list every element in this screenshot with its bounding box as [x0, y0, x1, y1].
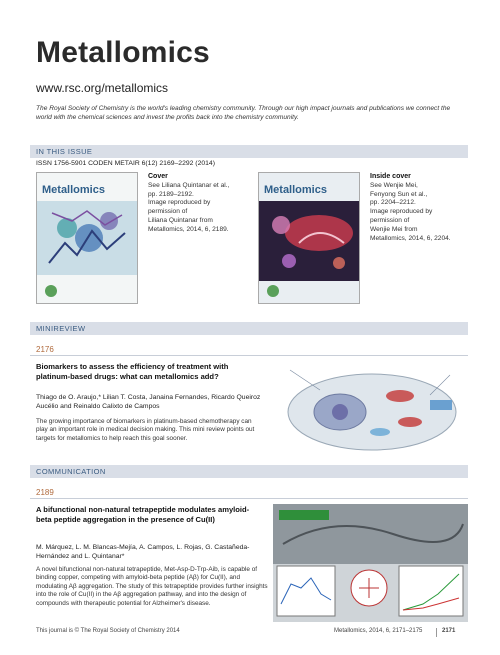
- article-authors: Thiago de O. Araujo,* Lilian T. Costa, Janaina Fernandes, Ricardo Queiroz Aucélio and Reinaldo Calixto de Campos: [36, 394, 261, 410]
- graphical-abstract-cell: [280, 360, 465, 460]
- footer-separator: [436, 628, 437, 637]
- section-band-communication: [30, 465, 468, 478]
- inside-cover-caption-line: See Wenjie Mei,: [370, 181, 418, 189]
- article-abstract: A novel bifunctional non-natural tetrapeptide, Met-Asp-D-Trp-Aib, is capable of binding copper, competing with amyloid-beta peptide (Aβ) for Cu(II), and modulating Aβ aggregation. The study of this tetrapeptide provides further insights into the role of Cu(II) in the Aβ aggregation pathway, and into the design of compounds with therapeutic potential for Alzheimer's disease.: [36, 566, 268, 607]
- article-title[interactable]: A bifunctional non-natural tetrapeptide modulates amyloid-beta peptide aggregation in the presence of Cu(II): [36, 505, 250, 524]
- inside-cover-caption-line: Fenyong Sun et al.,: [370, 190, 428, 198]
- cover-caption-line: See Liliana Quintanar et al.,: [148, 181, 230, 189]
- section-band-issue: [30, 145, 468, 158]
- inside-cover-caption-title: Inside cover: [370, 173, 411, 180]
- inside-cover-caption-line: Metallomics, 2014, 6, 2204.: [370, 234, 451, 242]
- cover-image: [37, 173, 137, 303]
- article-authors: M. Márquez, L. M. Blancas-Mejía, A. Campos, L. Rojas, G. Castañeda-Hernández and L. Quintanar*: [36, 544, 250, 560]
- inside-cover-caption: [370, 173, 470, 243]
- footer-page-number: 2171: [442, 628, 456, 634]
- inside-cover-caption-line: pp. 2204–2212.: [370, 199, 416, 207]
- cover-caption-line: Liliana Quintanar from: [148, 216, 213, 224]
- footer-copyright: This journal is © The Royal Society of Chemistry 2014: [36, 628, 180, 634]
- journal-intro: The Royal Society of Chemistry is the world's leading chemistry community. Through our high impact journals and publications we connect the world with the chemical sciences and invest the profits back into the chemistry community.: [36, 105, 451, 121]
- graphical-abstract-communication: [273, 504, 468, 622]
- cover-caption-line: Image reproduced by: [148, 199, 211, 207]
- article-abstract: The growing importance of biomarkers in platinum-based chemotherapy can play an important role in medical decision making. This mini review points out targets for metallomics to help reach this goal sooner.: [36, 418, 255, 442]
- divider: [30, 498, 468, 499]
- cover-caption: [148, 173, 253, 235]
- cover-caption-title: Cover: [148, 173, 168, 180]
- section-label: COMMUNICATION: [36, 467, 106, 476]
- inside-cover-thumbnail[interactable]: [258, 172, 360, 304]
- page-number: 2176: [36, 345, 54, 354]
- section-label: IN THIS ISSUE: [36, 147, 93, 156]
- journal-url[interactable]: www.rsc.org/metallomics: [36, 81, 169, 95]
- cover-thumb-title: Metallomics: [42, 184, 105, 196]
- inside-cover-caption-line: Wenjie Mei from: [370, 225, 418, 233]
- cover-caption-line: pp. 2189–2192.: [148, 190, 194, 198]
- inside-cover-caption-line: permission of: [370, 216, 410, 224]
- divider: [30, 355, 468, 356]
- footer-citation: Metallomics, 2014, 6, 2171–2175: [334, 628, 423, 634]
- section-label: MINIREVIEW: [36, 324, 86, 333]
- section-band-minireview: [30, 322, 468, 335]
- cover-caption-line: Metallomics, 2014, 6, 2189.: [148, 225, 229, 233]
- article-title[interactable]: Biomarkers to assess the efficiency of treatment with platinum-based drugs: what can metallomics add?: [36, 362, 229, 381]
- inside-cover-thumb-title: Metallomics: [264, 184, 327, 196]
- cover-caption-line: permission of: [148, 208, 188, 216]
- cover-thumbnail[interactable]: [36, 172, 138, 304]
- inside-cover-caption-line: Image reproduced by: [370, 208, 433, 216]
- journal-title: Metallomics: [36, 36, 210, 69]
- inside-cover-image: [259, 173, 359, 303]
- issn-line: ISSN 1756-5901 CODEN METAIR 6(12) 2169–2292 (2014): [36, 160, 215, 167]
- page-number: 2189: [36, 488, 54, 497]
